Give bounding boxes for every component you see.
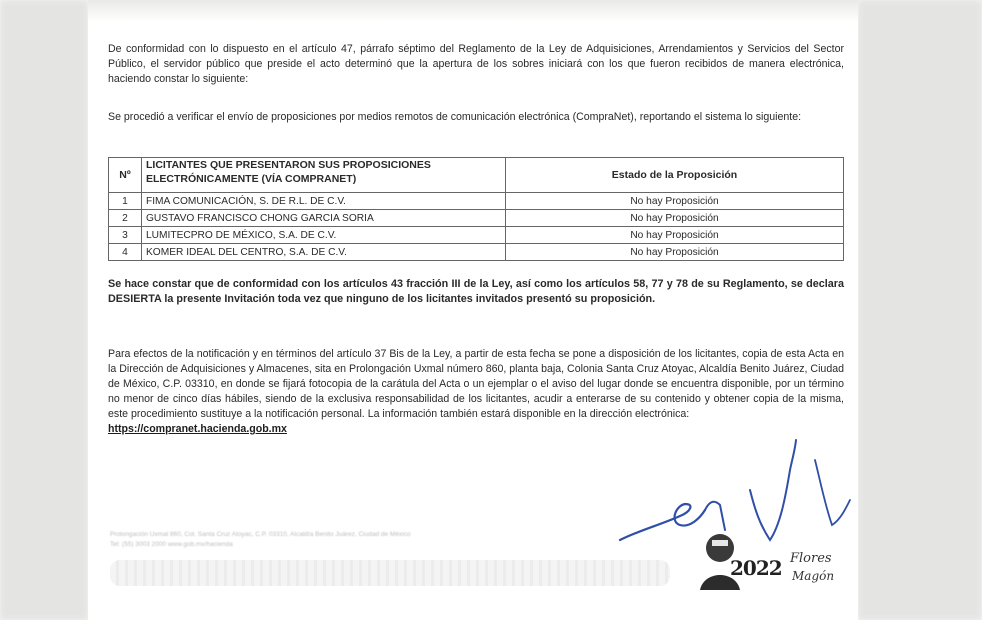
emblem-honoree-line2: Magón bbox=[792, 569, 835, 583]
row-bidder: GUSTAVO FRANCISCO CHONG GARCIA SORIA bbox=[142, 210, 506, 227]
row-number: 4 bbox=[109, 244, 142, 261]
background-page-left bbox=[0, 0, 88, 620]
top-edge-shadow bbox=[88, 0, 858, 22]
row-bidder: KOMER IDEAL DEL CENTRO, S.A. DE C.V. bbox=[142, 244, 506, 261]
notification-paragraph bbox=[108, 347, 844, 437]
header-status: Estado de la Proposición bbox=[506, 158, 844, 193]
table-row bbox=[109, 244, 844, 261]
header-number: Nº bbox=[109, 158, 142, 193]
footer-address-block bbox=[110, 530, 610, 550]
footer-pattern bbox=[110, 560, 670, 586]
verification-paragraph: Se procedió a verificar el envío de proposiciones por medios remotos de comunicación electrónica (CompraNet), reportando el sistema lo siguiente: bbox=[108, 111, 802, 123]
compranet-link[interactable]: https://compranet.hacienda.gob.mx bbox=[108, 423, 287, 435]
emblem-year: 2022 bbox=[730, 556, 782, 580]
header-bidders: LICITANTES QUE PRESENTARON SUS PROPOSICIONES ELECTRÓNICAMENTE (VÍA COMPRANET) bbox=[142, 158, 506, 193]
row-number: 1 bbox=[109, 193, 142, 210]
table-header-row bbox=[109, 158, 844, 193]
row-status: No hay Proposición bbox=[506, 193, 844, 210]
row-number: 3 bbox=[109, 227, 142, 244]
row-status: No hay Proposición bbox=[506, 210, 844, 227]
footer-phone: Tel: (55) 3003 2000 www.gob.mx/hacienda bbox=[110, 541, 233, 548]
row-bidder: FIMA COMUNICACIÓN, S. DE R.L. DE C.V. bbox=[142, 193, 506, 210]
footer-address: Prolongación Uxmal 860, Col. Santa Cruz Atoyac, C.P. 03310, Alcaldía Benito Juárez, Ciudad de México bbox=[110, 531, 411, 538]
table-row bbox=[109, 227, 844, 244]
emblem-honoree-line1: Flores bbox=[790, 551, 832, 566]
table-row bbox=[109, 210, 844, 227]
row-status: No hay Proposición bbox=[506, 244, 844, 261]
row-status: No hay Proposición bbox=[506, 227, 844, 244]
intro-paragraph: De conformidad con lo dispuesto en el artículo 47, párrafo séptimo del Reglamento de la Ley de Adquisiciones, Arrendamientos y Servicios del Sector Público, el servidor público que preside el acto determinó que la apertura de los sobres iniciará con los que fueron recibidos de manera electrónica, haciendo constar lo siguiente: bbox=[108, 43, 844, 85]
proposals-table bbox=[108, 157, 844, 261]
declaration-paragraph: Se hace constar que de conformidad con los artículos 43 fracción III de la Ley, así como los artículos 58, 77 y 78 de su Reglamento, se declara DESIERTA la presente Invitación toda vez que ninguno de los licitantes invitados presentó su proposición. bbox=[108, 278, 844, 305]
notification-text: Para efectos de la notificación y en términos del artículo 37 Bis de la Ley, a partir de esta fecha se pone a disposición de los licitantes, copia de esta Acta en la Dirección de Adquisiciones y Almacenes, sita en Prolongación Uxmal número 860, planta baja, Colonia Santa Cruz Atoyac, Alcaldía Benito Juárez, Ciudad de México, C.P. 03310, en donde se fijará fotocopia de la carátula del Acta o un ejemplar o el aviso del lugar donde se encuentra disponible, por un término no menor de cinco días hábiles, siendo de la exclusiva responsabilidad de los licitantes, acudir a enterarse de su contenido y obtener copia de la misma, este procedimiento sustituye a la notificación personal. La información también estará disponible en la dirección electrónica: bbox=[108, 348, 844, 420]
row-bidder: LUMITECPRO DE MÉXICO, S.A. DE C.V. bbox=[142, 227, 506, 244]
row-number: 2 bbox=[109, 210, 142, 227]
table-row bbox=[109, 193, 844, 210]
